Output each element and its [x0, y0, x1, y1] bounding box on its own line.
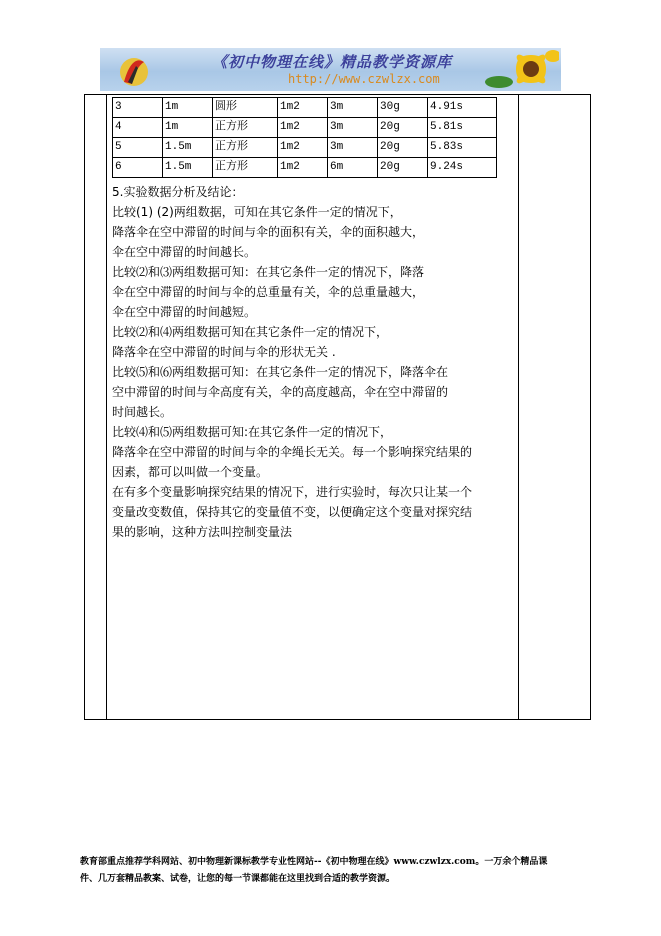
- table-row: [113, 98, 497, 118]
- text-line: 降落伞在空中滞留的时间与伞的伞绳长无关。每一个影响探究结果的: [112, 445, 473, 459]
- text-line: 变量改变数值，保持其它的变量值不变，以便确定这个变量对探究结: [112, 505, 473, 519]
- table-cell: 4.91s: [428, 98, 497, 118]
- text-line: 比较⑸和⑹两组数据可知：在其它条件一定的情况下，降落伞在: [112, 365, 449, 379]
- text-line: 时间越长。: [112, 405, 173, 419]
- table-cell: 9.24s: [428, 158, 497, 178]
- text-line: 果的影响，这种方法叫控制变量法: [112, 525, 293, 539]
- text-line: 在有多个变量影响探究结果的情况下，进行实验时，每次只让某一个: [112, 485, 473, 499]
- table-cell: 30g: [378, 98, 428, 118]
- frame-col-divider-2: [518, 94, 519, 720]
- footer-line-2: 件、几万套精品教案、试卷，让您的每一节课都能在这里找到合适的教学资源。: [80, 874, 396, 884]
- text-line: 伞在空中滞留的时间与伞的总重量有关，伞的总重量越大，: [112, 285, 425, 299]
- section-heading: 5.实验数据分析及结论：: [112, 185, 244, 199]
- banner-title: 《初中物理在线》精品教学资源库: [212, 53, 453, 71]
- text-line: 空中滞留的时间与伞高度有关，伞的高度越高，伞在空中滞留的: [112, 385, 449, 399]
- text-line: 伞在空中滞留的时间越长。: [112, 245, 257, 259]
- table-row: [113, 118, 497, 138]
- table-cell: 5.83s: [428, 138, 497, 158]
- table-cell: 正方形: [213, 118, 278, 138]
- table-cell: 6m: [328, 158, 378, 178]
- table-cell: 1.5m: [163, 138, 213, 158]
- frame-bottom-border: [84, 719, 591, 720]
- table-cell: 1m: [163, 98, 213, 118]
- footer-line-1: 教育部重点推荐学科网站、初中物理新课标教学专业性网站--《初中物理在线》www.czwlzx.com。一万余个精品课: [80, 857, 548, 867]
- table-cell: 5: [113, 138, 163, 158]
- page-footer: [80, 854, 600, 888]
- table-cell: 20g: [378, 138, 428, 158]
- table-cell: 1m2: [278, 158, 328, 178]
- site-logo-icon: [114, 52, 154, 88]
- text-line: 因素，都可以叫做一个变量。: [112, 465, 269, 479]
- table-cell: 20g: [378, 118, 428, 138]
- table-row: [113, 158, 497, 178]
- text-line: 比较⑷和⑸两组数据可知:在其它条件一定的情况下，: [112, 425, 393, 439]
- frame-top-border: [84, 94, 591, 95]
- table-cell: 3: [113, 98, 163, 118]
- table-cell: 20g: [378, 158, 428, 178]
- table-cell: 圆形: [213, 98, 278, 118]
- table-cell: 5.81s: [428, 118, 497, 138]
- table-cell: 1m2: [278, 98, 328, 118]
- text-line: 降落伞在空中滞留的时间与伞的面积有关，伞的面积越大，: [112, 225, 425, 239]
- text-line: 比较⑵和⑷两组数据可知在其它条件一定的情况下，: [112, 325, 389, 339]
- table-cell: 1.5m: [163, 158, 213, 178]
- table-cell: 3m: [328, 98, 378, 118]
- table-cell: 3m: [328, 138, 378, 158]
- table-row: [113, 138, 497, 158]
- sunflower-icon: [479, 48, 559, 91]
- text-line: 比较(1) (2)两组数据，可知在其它条件一定的情况下，: [112, 205, 402, 219]
- frame-col-divider-1: [106, 94, 107, 720]
- frame-right-border: [590, 94, 591, 720]
- banner-url[interactable]: http://www.czwlzx.com: [288, 72, 440, 86]
- header-banner: [100, 48, 561, 91]
- table-cell: 4: [113, 118, 163, 138]
- text-line: 降落伞在空中滞留的时间与伞的形状无关 .: [112, 345, 336, 359]
- frame-left-border: [84, 94, 85, 720]
- experiment-data-table: [112, 97, 497, 178]
- table-cell: 1m2: [278, 118, 328, 138]
- table-cell: 1m: [163, 118, 213, 138]
- text-line: 伞在空中滞留的时间越短。: [112, 305, 257, 319]
- table-cell: 3m: [328, 118, 378, 138]
- table-cell: 1m2: [278, 138, 328, 158]
- table-cell: 正方形: [213, 158, 278, 178]
- text-line: 比较⑵和⑶两组数据可知：在其它条件一定的情况下，降落: [112, 265, 425, 279]
- table-cell: 6: [113, 158, 163, 178]
- table-cell: 正方形: [213, 138, 278, 158]
- analysis-text: [112, 182, 517, 542]
